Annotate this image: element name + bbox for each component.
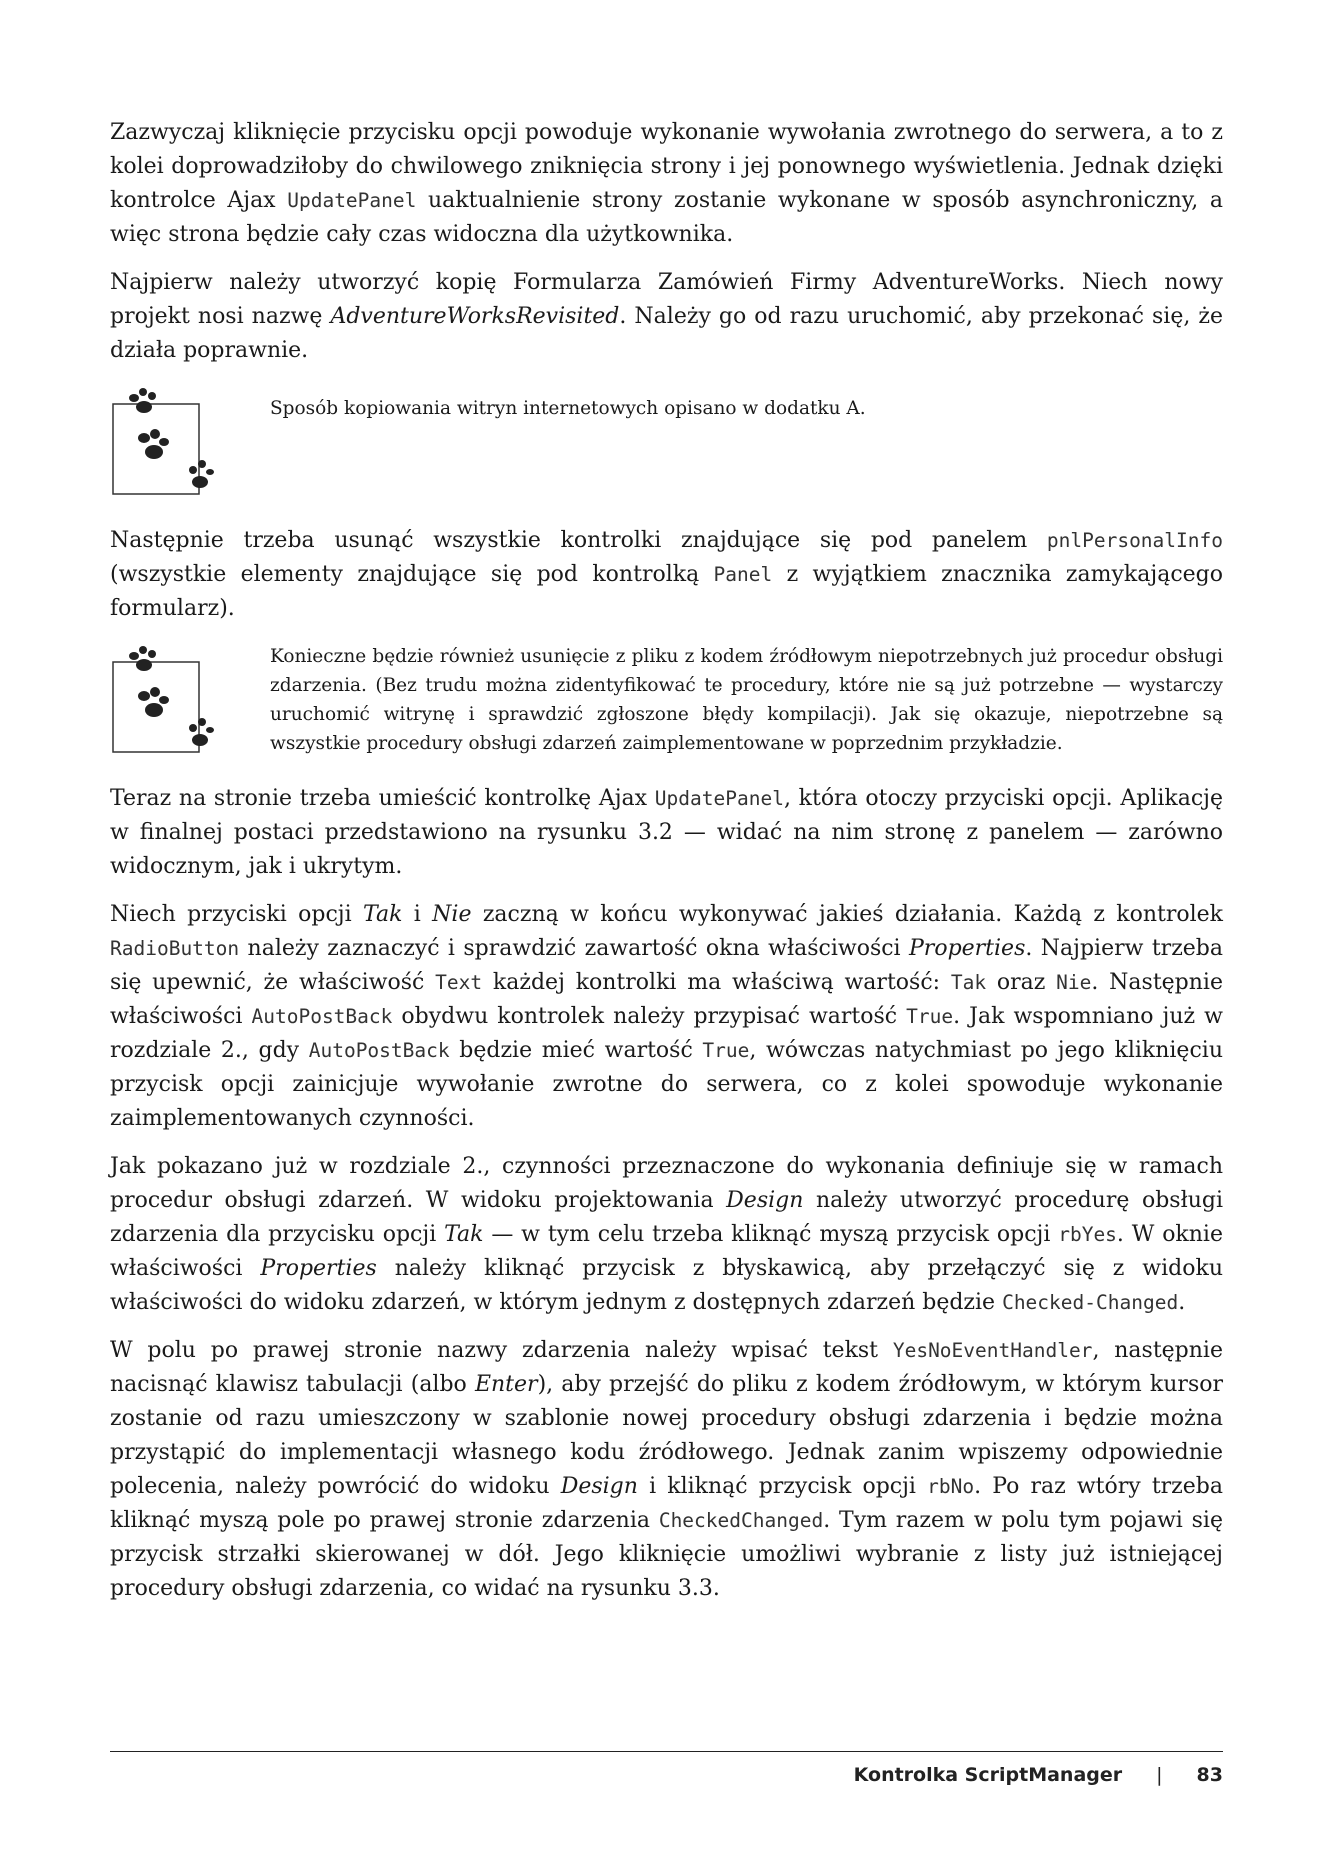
code-term: rbYes [1058,1223,1117,1246]
italic-term: Tak [363,902,403,927]
italic-term: Design [726,1188,804,1213]
text: będzie mieć wartość [449,1038,703,1063]
text: . Najpierw trzeba się upewnić, że właściwość [110,936,1223,995]
italic-term: Design [560,1474,638,1499]
text: . Należy go od razu uruchomić, aby przekonać się, że działa poprawnie. [110,304,1223,363]
paragraph-5 [110,898,1223,1136]
text: Teraz na stronie trzeba umieścić kontrolkę Ajax [110,786,655,811]
paragraph-7 [110,1334,1223,1606]
code-term: rbNo [927,1475,975,1498]
text: Zazwyczaj kliknięcie przycisku opcji powoduje wykonanie wywołania zwrotnego do serwera, a to z kolei doprowadziłoby do chwilowego zniknięcia strony i jej ponownego wyświetlenia. Jednak dzięki kontrolce Ajax [110,120,1223,213]
tip-note-1 [110,382,1223,502]
paragraph-3 [110,524,1223,626]
code-term: True [702,1039,750,1062]
text: ), aby przejść do pliku z kodem źródłowym, w którym kursor zostanie od razu umieszczony w szablonie nowej procedury obsługi zdarzenia i będzie można przystąpić do implementacji własnego kodu źródłowego. Jednak zanim wpiszemy odpowiednie polecenia, należy powrócić do widoku [110,1372,1223,1499]
text: należy zaznaczyć i sprawdzić zawartość okna właściwości [239,936,909,961]
code-term: YesNoEventHandler [892,1339,1093,1362]
code-term: AutoPostBack [251,1005,393,1028]
section-title: Kontrolka ScriptManager [853,1764,1123,1786]
running-footer [854,1764,1223,1786]
code-term: UpdatePanel [287,189,417,212]
tip-paw-icon [110,382,238,502]
code-term: Tak [950,971,987,994]
text: . Tym razem w polu tym pojawi się przycisk strzałki skierowanej w dół. Jego kliknięcie umożliwi wybranie z listy już istniejącej procedury obsługi zdarzenia, co widać na rysunku 3.3. [110,1508,1223,1601]
code-term: RadioButton [110,937,240,960]
note-text: Sposób kopiowania witryn internetowych opisano w dodatku A. [270,398,866,419]
italic-term: Nie [432,902,472,927]
text: należy kliknąć przycisk z błyskawicą, aby przełączyć się z widoku właściwości do widoku zdarzeń, w którym jednym z dostępnych zdarzeń będzie [110,1256,1223,1315]
text: . W oknie właściwości [110,1222,1223,1281]
text: . Po raz wtóry trzeba kliknąć myszą pole po prawej stronie zdarzenia [110,1474,1223,1533]
code-term: UpdatePanel [654,787,784,810]
italic-term: Enter [474,1372,538,1397]
text: — w tym celu trzeba kliknąć myszą przycisk opcji [483,1222,1059,1247]
text: Następnie trzeba usunąć wszystkie kontrolki znajdujące się pod panelem [110,528,1047,553]
code-term: Panel [713,563,773,586]
text: obydwu kontrolek należy przypisać wartość [392,1004,907,1029]
paragraph-2 [110,266,1223,368]
note-text: Konieczne będzie również usunięcie z pliku z kodem źródłowym niepotrzebnych już procedur obsługi zdarzenia. (Bez trudu można zidentyfikować te procedury, które nie są już potrzebne — wystarczy uruchomić witrynę i sprawdzić zgłoszone błędy kompilacji). Jak się okazuje, niepotrzebne są wszystkie procedury obsługi zdarzeń zaimplementowane w poprzednim przykładzie. [270,646,1223,754]
italic-term: AdventureWorksRevisited [330,304,620,329]
page-footer [110,1751,1223,1786]
tip-paw-icon [110,640,238,760]
text: Najpierw należy utworzyć kopię Formularza Zamówień Firmy AdventureWorks. Niech nowy projekt nosi nazwę [110,270,1223,329]
paragraph-6 [110,1150,1223,1320]
text: z wyjątkiem znacznika zamykającego formularz). [110,562,1223,621]
italic-term: Properties [909,936,1026,961]
footer-separator: | [1156,1764,1163,1786]
code-term: True [906,1005,954,1028]
page-body [110,116,1223,1620]
text: Jak pokazano już w rozdziale 2., czynności przeznaczone do wykonania definiuje się w ramach procedur obsługi zdarzeń. W widoku projektowania [110,1154,1223,1213]
code-term: Nie [1056,971,1092,994]
text: . Jak wspomniano już w rozdziale 2., gdy [110,1004,1223,1063]
text: . [1178,1290,1186,1315]
text: Niech przyciski opcji [110,902,363,927]
text: (wszystkie elementy znajdujące się pod kontrolką [110,562,714,587]
text: każdej kontrolki ma właściwą wartość: [482,970,951,995]
tip-note-2 [110,640,1223,760]
text: uaktualnienie strony zostanie wykonane w sposób asynchroniczny, a więc strona będzie cały czas widoczna dla użytkownika. [110,188,1223,247]
text: . Następnie właściwości [110,970,1223,1029]
italic-term: Properties [260,1256,377,1281]
text: , która otoczy przyciski opcji. Aplikację w finalnej postaci przedstawiono na rysunku 3.2 — widać na nim stronę z panelem — zarówno widocznym, jak i ukrytym. [110,786,1223,879]
code-term: Checked-Changed [1002,1291,1179,1314]
text: i kliknąć przycisk opcji [637,1474,928,1499]
code-term: Text [435,971,483,994]
text: , następnie nacisnąć klawisz tabulacji (albo [110,1338,1223,1397]
text: oraz [986,970,1057,995]
text: , wówczas natychmiast po jego kliknięciu przycisk opcji zainicjuje wywołanie zwrotne do serwera, co z kolei spowoduje wykonanie zaimplementowanych czynności. [110,1038,1223,1131]
text: W polu po prawej stronie nazwy zdarzenia należy wpisać tekst [110,1338,893,1363]
paragraph-1 [110,116,1223,252]
page-number: 83 [1196,1764,1223,1786]
code-term: AutoPostBack [308,1039,450,1062]
text: zaczną w końcu wykonywać jakieś działania. Każdą z kontrolek [471,902,1223,927]
paragraph-4 [110,782,1223,884]
text: należy utworzyć procedurę obsługi zdarzenia dla przycisku opcji [110,1188,1223,1247]
code-term: CheckedChanged [658,1509,824,1532]
text: i [402,902,433,927]
code-term: pnlPersonalInfo [1046,529,1223,552]
italic-term: Tak [444,1222,484,1247]
